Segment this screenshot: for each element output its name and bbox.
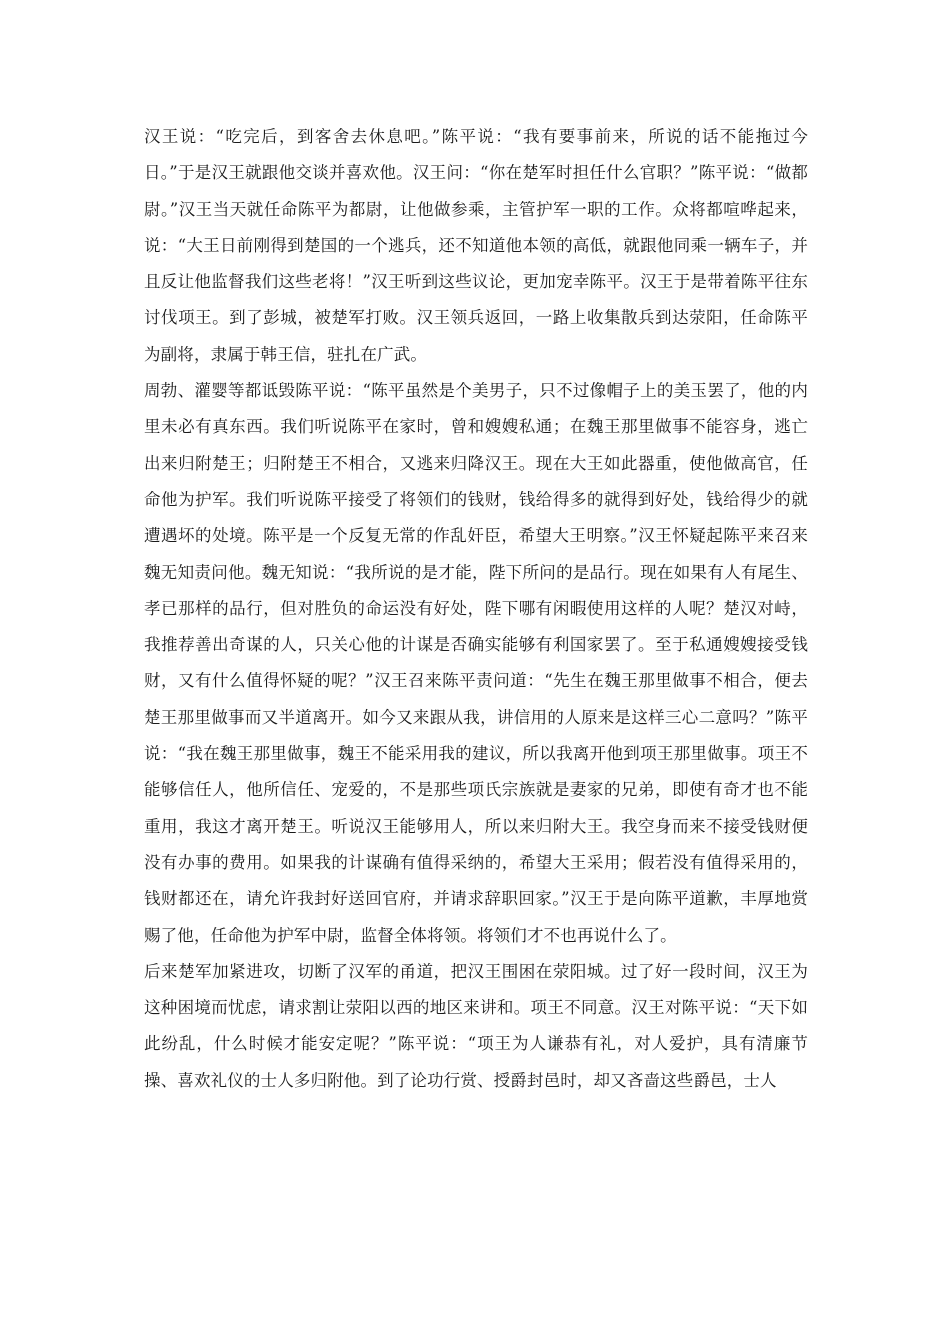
paragraph-1: 汉王说：“吃完后，到客舍去休息吧。”陈平说：“我有要事前来，所说的话不能拖过今日。”于是汉王就跟他交谈并喜欢他。汉王问：“你在楚军时担任什么官职？”陈平说：“做都尉。”汉王当天就任命陈平为都尉，让他做参乘，主管护军一职的工作。众将都喧哗起来，说：“大王日前刚得到楚国的一个逃兵，还不知道他本领的高低，就跟他同乘一辆车子，并且反让他监督我们这些老将！”汉王听到这些议论，更加宠幸陈平。汉王于是带着陈平往东讨伐项王。到了彭城，被楚军打败。汉王领兵返回，一路上收集散兵到达荥阳，任命陈平为副将，隶属于韩王信，驻扎在广武。: [144, 127, 808, 364]
document-body: [144, 119, 808, 1099]
paragraph-2: 周勃、灌婴等都诋毁陈平说：“陈平虽然是个美男子，只不过像帽子上的美玉罢了，他的内里未必有真东西。我们听说陈平在家时，曾和嫂嫂私通；在魏王那里做事不能容身，逃亡出来归附楚王；归附楚王不相合，又逃来归降汉王。现在大王如此器重，使他做高官，任命他为护军。我们听说陈平接受了将领们的钱财，钱给得多的就得到好处，钱给得少的就遭遇坏的处境。陈平是一个反复无常的作乱奸臣，希望大王明察。”汉王怀疑起陈平来召来魏无知责问他。魏无知说：“我所说的是才能，陛下所问的是品行。现在如果有人有尾生、孝已那样的品行，但对胜负的命运没有好处，陛下哪有闲暇使用这样的人呢？楚汉对峙，我推荐善出奇谋的人，只关心他的计谋是否确实能够有利国家罢了。至于私通嫂嫂接受钱财，又有什么值得怀疑的呢？”汉王召来陈平责问道：“先生在魏王那里做事不相合，便去楚王那里做事而又半道离开。如今又来跟从我，讲信用的人原来是这样三心二意吗？”陈平说：“我在魏王那里做事，魏王不能采用我的建议，所以我离开他到项王那里做事。项王不能够信任人，他所信任、宠爱的，不是那些项氏宗族就是妻家的兄弟，即使有奇才也不能重用，我这才离开楚王。听说汉王能够用人，所以来归附大王。我空身而来不接受钱财便没有办事的费用。如果我的计谋确有值得采纳的，希望大王采用；假若没有值得采用的，钱财都还在，请允许我封好送回官府，并请求辞职回家。”汉王于是向陈平道歉，丰厚地赏赐了他，任命他为护军中尉，监督全体将领。将领们才不也再说什么了。: [144, 381, 808, 945]
paragraph-3: 后来楚军加紧进攻，切断了汉军的甬道，把汉王围困在荥阳城。过了好一段时间，汉王为这种困境而忧虑，请求割让荥阳以西的地区来讲和。项王不同意。汉王对陈平说：“天下如此纷乱，什么时候才能安定呢？”陈平说：“项王为人谦恭有礼，对人爱护，具有清廉节操、喜欢礼仪的士人多归附他。到了论功行赏、授爵封邑时，却又吝啬这些爵邑，士人: [144, 961, 808, 1090]
